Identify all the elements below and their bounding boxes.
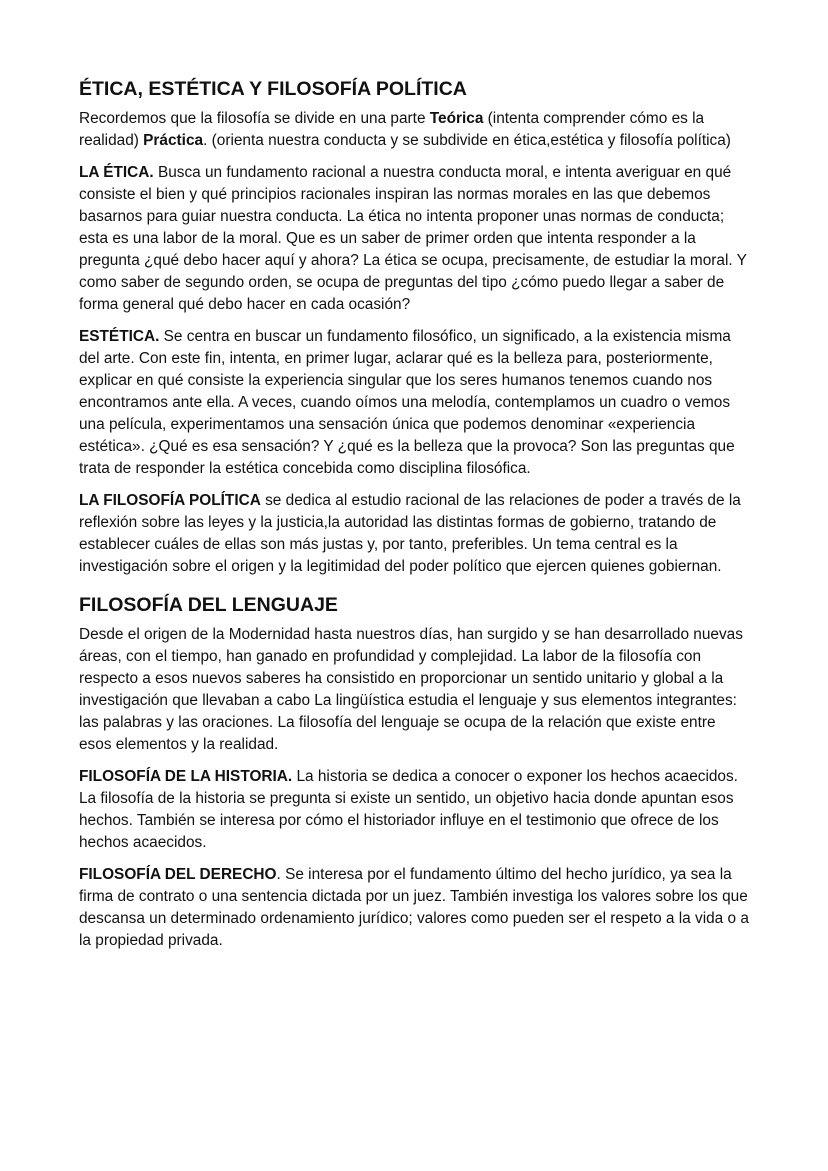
historia-text: La historia se dedica a conocer o exponer los hechos acaecidos. La filosofía de la historia se pregunta si existe un sentido, un objetivo hacia donde apuntan esos hechos. También se interesa por cómo el historiador influye en el testimonio que ofrece de los hechos acaecidos. (79, 768, 738, 851)
historia-label: FILOSOFÍA DE LA HISTORIA. (79, 768, 293, 785)
historia-paragraph (79, 766, 749, 854)
politica-paragraph (79, 490, 749, 578)
derecho-paragraph (79, 864, 749, 952)
intro-bold-teorica: Teórica (429, 110, 484, 127)
estetica-label: ESTÉTICA. (79, 328, 160, 345)
intro-paragraph (79, 108, 749, 152)
section-title-etica-estetica-politica: ÉTICA, ESTÉTICA Y FILOSOFÍA POLÍTICA (79, 78, 467, 100)
intro-text-3: . (orienta nuestra conducta y se subdivide en ética,estética y filosofía política) (203, 132, 731, 149)
politica-label: LA FILOSOFÍA POLÍTICA (79, 492, 261, 509)
estetica-text: Se centra en buscar un fundamento filosófico, un significado, a la existencia misma del arte. Con este fin, intenta, en primer lugar, aclarar qué es la belleza para, posteriormente, explicar en qué consiste la experiencia singular que los seres humanos tenemos cuando nos encontramos ante ella. A veces, cuando oímos una melodía, contemplamos un cuadro o vemos una película, experimentamos una sensación única que podemos denominar «experiencia estética». ¿Qué es esa sensación? Y ¿qué es la belleza que la provoca? Son las preguntas que trata de responder la estética concebida como disciplina filosófica. (79, 328, 735, 477)
section-title-lenguaje: FILOSOFÍA DEL LENGUAJE (79, 594, 338, 616)
intro-bold-practica: Práctica (143, 132, 204, 149)
etica-text: Busca un fundamento racional a nuestra conducta moral, e intenta averiguar en qué consiste el bien y qué principios racionales inspiran las normas morales en las que debemos basarnos para guiar nuestra conducta. La ética no intenta proponer unas normas de conducta; esta es una labor de la moral. Que es un saber de primer orden que intenta responder a la pregunta ¿qué debo hacer aquí y ahora? La ética se ocupa, precisamente, de estudiar la moral. Y como saber de segundo orden, se ocupa de preguntas del tipo ¿cómo puedo llegar a saber de forma general qué debo hacer en cada ocasión? (79, 164, 747, 313)
etica-paragraph (79, 162, 749, 316)
lenguaje-paragraph: Desde el origen de la Modernidad hasta nuestros días, han surgido y se han desarrollado nuevas áreas, con el tiempo, han ganado en profundidad y complejidad. La labor de la filosofía con respecto a esos nuevos saberes ha consistido en proporcionar un sentido unitario y global a la investigación que llevaban a cabo La lingüística estudia el lenguaje y sus elementos integrantes: las palabras y las oraciones. La filosofía del lenguaje se ocupa de la relación que existe entre esos elementos y la realidad. (79, 626, 743, 753)
etica-label: LA ÉTICA. (79, 164, 154, 181)
estetica-paragraph (79, 326, 749, 480)
derecho-text: . Se interesa por el fundamento último del hecho jurídico, ya sea la firma de contrato o una sentencia dictada por un juez. También investiga los valores sobre los que descansa un determinado ordenamiento jurídico; valores como pueden ser el respeto a la vida o a la propiedad privada. (79, 866, 749, 949)
intro-text-2: (intenta comprender cómo es la realidad) (79, 110, 705, 149)
politica-text: se dedica al estudio racional de las relaciones de poder a través de la reflexión sobre las leyes y la justicia,la autoridad las distintas formas de gobierno, tratando de establecer cuáles de ellas son más justas y, por tanto, preferibles. Un tema central es la investigación sobre el origen y la legitimidad del poder político que ejercen quienes gobiernan. (79, 492, 741, 575)
derecho-label: FILOSOFÍA DEL DERECHO (79, 866, 277, 883)
document-page (79, 76, 749, 962)
intro-text-1: Recordemos que la filosofía se divide en una parte (79, 110, 430, 127)
